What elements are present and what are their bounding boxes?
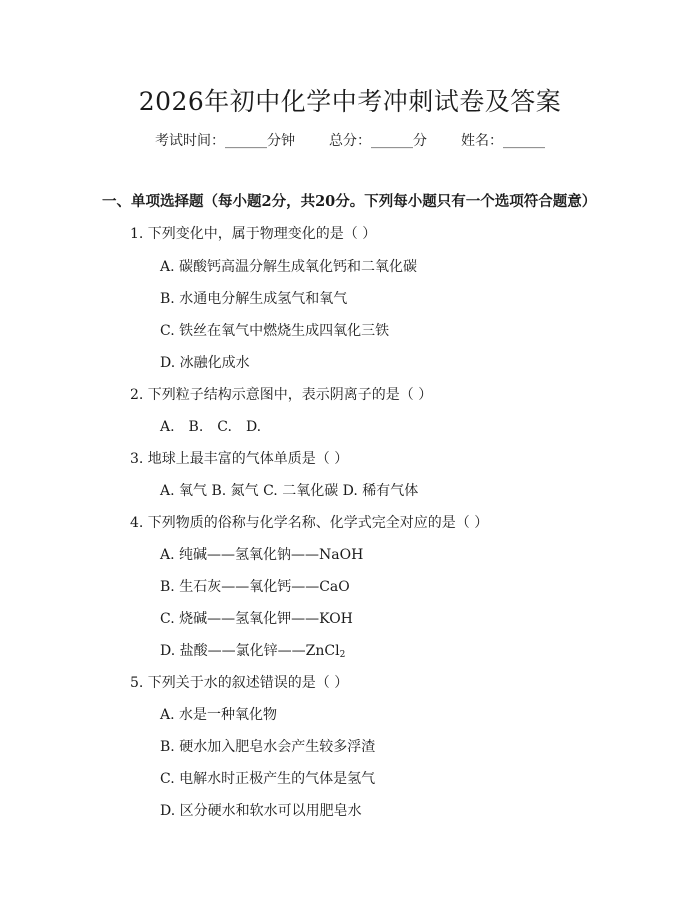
question-5-option-c: C. 电解水时正极产生的气体是氢气 (160, 771, 376, 787)
question-4-option-d-text: D. 盐酸——氯化锌——ZnCl (160, 643, 340, 659)
question-2-options: A. B. C. D. (160, 419, 262, 435)
question-3-options: A. 氧气 B. 氮气 C. 二氧化碳 D. 稀有气体 (160, 483, 419, 499)
exam-meta (0, 130, 700, 150)
exam-time-field: 考试时间：______分钟 (155, 133, 295, 149)
question-1-option-a: A. 碳酸钙高温分解生成氧化钙和二氧化碳 (160, 259, 418, 275)
question-1-option-b: B. 水通电分解生成氢气和氧气 (160, 291, 348, 307)
question-5-option-a: A. 水是一种氧化物 (160, 707, 278, 723)
question-4-option-b: B. 生石灰——氧化钙——CaO (160, 579, 350, 595)
question-3-stem: 3. 地球上最丰富的气体单质是（ ） (130, 451, 349, 467)
question-4-option-d (160, 640, 345, 660)
question-5-option-d: D. 区分硬水和软水可以用肥皂水 (160, 803, 362, 819)
total-score-field: 总分：______分 (329, 133, 427, 149)
question-1-stem: 1. 下列变化中，属于物理变化的是（ ） (130, 226, 377, 242)
exam-title: 2026年初中化学中考冲刺试卷及答案 (138, 87, 562, 116)
question-4-stem: 4. 下列物质的俗称与化学名称、化学式完全对应的是（ ） (130, 515, 489, 531)
question-2-stem: 2. 下列粒子结构示意图中，表示阴离子的是（ ） (130, 387, 433, 403)
question-1-option-c: C. 铁丝在氧气中燃烧生成四氧化三铁 (160, 323, 390, 339)
question-1-option-d: D. 冰融化成水 (160, 355, 250, 371)
subscript-2: 2 (339, 650, 346, 660)
student-name-field: 姓名：______ (461, 133, 545, 149)
question-5-stem: 5. 下列关于水的叙述错误的是（ ） (130, 675, 349, 691)
question-4-option-c: C. 烧碱——氢氧化钾——KOH (160, 611, 353, 627)
section-heading: 一、单项选择题（每小题2分，共20分。下列每小题只有一个选项符合题意） (102, 193, 597, 210)
question-4-option-a: A. 纯碱——氢氧化钠——NaOH (160, 547, 364, 563)
question-5-option-b: B. 硬水加入肥皂水会产生较多浮渣 (160, 739, 376, 755)
